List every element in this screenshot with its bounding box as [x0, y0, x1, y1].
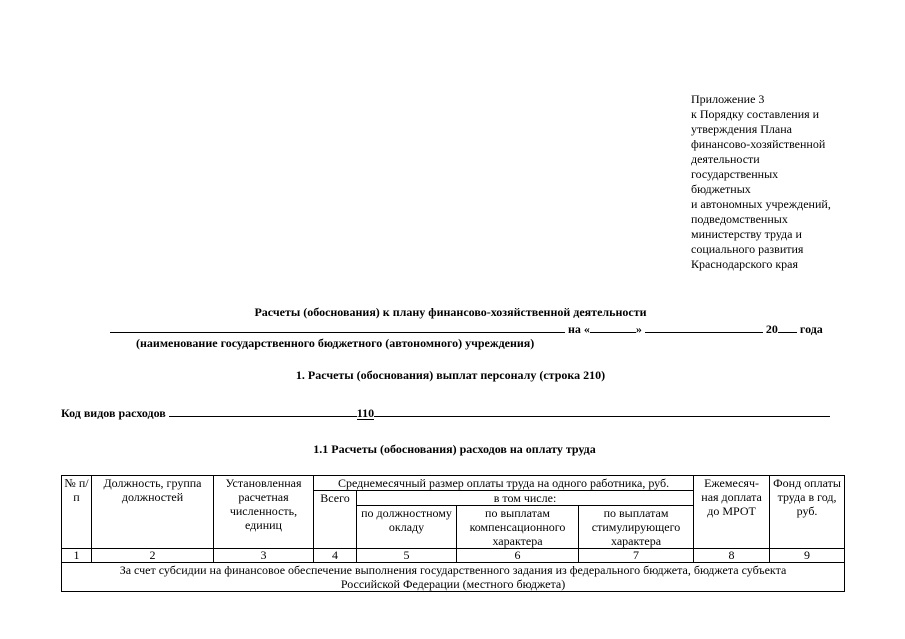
- column-number: 3: [214, 549, 314, 563]
- institution-date-line: [110, 320, 900, 335]
- appendix-line: министерству труда и: [691, 227, 802, 241]
- appendix-line: деятельности: [691, 152, 760, 166]
- month-blank[interactable]: [645, 320, 763, 333]
- header-including: в том числе:: [357, 491, 694, 506]
- column-number: 5: [357, 549, 457, 563]
- year-suffix: года: [799, 322, 823, 336]
- header-by-salary: по должностному окладу: [357, 506, 457, 549]
- code-leading-blank: [169, 404, 357, 417]
- column-number: 7: [579, 549, 694, 563]
- header-total: Всего: [314, 491, 357, 549]
- institution-name-blank[interactable]: [110, 320, 565, 333]
- date-quote-close: »: [635, 322, 642, 336]
- column-number: 6: [457, 549, 579, 563]
- column-numbers-row: [62, 549, 845, 563]
- subsidy-row: [62, 563, 845, 592]
- appendix-block: [691, 92, 896, 272]
- payroll-table: [61, 475, 845, 592]
- appendix-line: утверждения Плана: [691, 122, 792, 136]
- header-num: № п/п: [62, 476, 92, 549]
- header-compensation: по выплатам компенсационного характера: [457, 506, 579, 549]
- column-number: 4: [314, 549, 357, 563]
- expense-code-line: [61, 404, 845, 420]
- code-trailing-blank: [374, 404, 830, 417]
- header-position: Должность, группа должностей: [92, 476, 214, 549]
- appendix-line: и автономных учреждений,: [691, 197, 831, 211]
- column-number: 9: [770, 549, 845, 563]
- section-title: 1. Расчеты (обоснования) выплат персоналу (строка 210): [295, 368, 606, 382]
- column-number: 2: [92, 549, 214, 563]
- year-blank[interactable]: [778, 320, 797, 333]
- appendix-line: Краснодарского края: [691, 257, 799, 271]
- date-on-prefix: на «: [568, 322, 590, 336]
- subsidy-row-text: За счет субсидии на финансовое обеспечение выполнения государственного задания из федерального бюджета, бюджета субъекта Российской Федерации (местного бюджета): [62, 563, 845, 592]
- header-fund: Фонд оплаты труда в год, руб.: [770, 476, 845, 549]
- column-number: 8: [694, 549, 770, 563]
- day-blank[interactable]: [590, 320, 636, 333]
- code-label: Код видов расходов: [61, 406, 166, 420]
- appendix-line: подведомственных: [691, 212, 788, 226]
- page-title: Расчеты (обоснования) к плану финансово-хозяйственной деятельности: [254, 305, 647, 319]
- header-mrot: Ежемесяч-ная доплата до МРОТ: [694, 476, 770, 549]
- code-value[interactable]: 110: [356, 406, 375, 420]
- appendix-line: бюджетных: [691, 182, 751, 196]
- subsection-title: 1.1 Расчеты (обоснования) расходов на оплату труда: [313, 442, 596, 456]
- header-avg-salary: Среднемесячный размер оплаты труда на одного работника, руб.: [314, 476, 694, 491]
- appendix-line: Приложение 3: [691, 92, 765, 106]
- header-headcount: Установленная расчетная численность, единиц: [214, 476, 314, 549]
- appendix-line: социального развития: [691, 242, 804, 256]
- column-number: 1: [62, 549, 92, 563]
- appendix-line: к Порядку составления и: [691, 107, 820, 121]
- appendix-line: государственных: [691, 167, 779, 181]
- appendix-line: финансово-хозяйственной: [691, 137, 826, 151]
- institution-caption: (наименование государственного бюджетного (автономного) учреждения): [136, 336, 535, 350]
- header-incentive: по выплатам стимулирующего характера: [579, 506, 694, 549]
- year-prefix: 20: [765, 322, 778, 336]
- header-row: [62, 476, 845, 491]
